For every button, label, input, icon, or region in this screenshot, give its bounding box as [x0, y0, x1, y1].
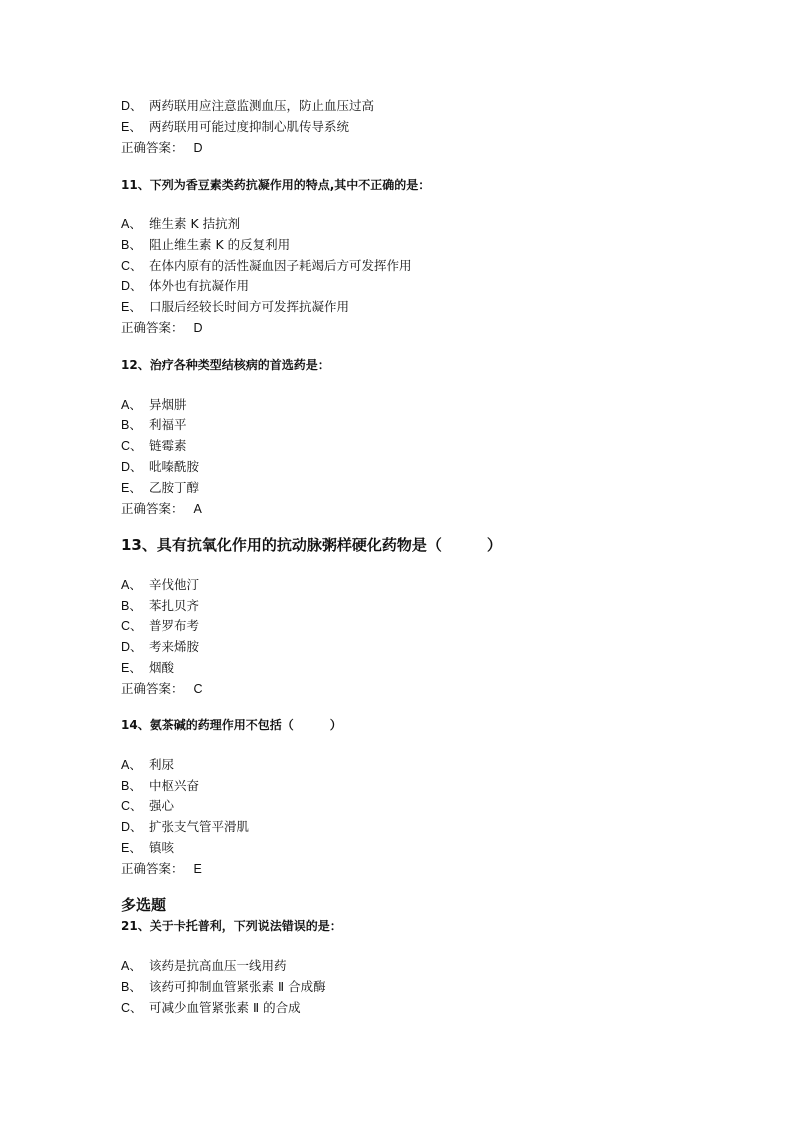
option-text: 链霉素	[149, 438, 187, 453]
option-text: 两药联用应注意监测血压，防止血压过高	[149, 98, 375, 113]
option-text: 异烟肼	[149, 397, 187, 412]
answer-label: 正确答案：	[121, 320, 184, 335]
option-letter: E、	[121, 481, 142, 495]
option-text: 考来烯胺	[149, 639, 200, 654]
option-letter: B、	[121, 418, 142, 432]
option-letter: C、	[121, 1001, 143, 1015]
answer-label: 正确答案：	[121, 140, 184, 155]
option-e	[121, 662, 174, 675]
answer-value: A	[193, 502, 202, 516]
option-d	[121, 280, 249, 293]
answer-value: D	[193, 141, 203, 155]
option-a	[121, 579, 199, 592]
option-text: 阻止维生素 K 的反复利用	[149, 237, 291, 252]
option-text: 乙胺丁醇	[149, 480, 200, 495]
option-text: 口服后经较长时间方可发挥抗凝作用	[149, 299, 350, 314]
option-text: 吡嗪酰胺	[149, 459, 200, 474]
option-text: 普罗布考	[149, 618, 200, 633]
option-letter: C、	[121, 259, 143, 273]
option-letter: C、	[121, 799, 143, 813]
option-letter: A、	[121, 758, 142, 772]
option-a	[121, 218, 240, 231]
option-letter: A、	[121, 398, 142, 412]
option-d	[121, 821, 249, 834]
answer-label: 正确答案：	[121, 501, 184, 516]
option-letter: D、	[121, 279, 143, 293]
option-b	[121, 419, 187, 432]
question-21-title: 21、关于卡托普利，下列说法错误的是：	[121, 919, 342, 933]
option-letter: D、	[121, 820, 143, 834]
option-text: 在体内原有的活性凝血因子耗竭后方可发挥作用	[149, 258, 412, 273]
option-text: 维生素 K 拮抗剂	[149, 216, 241, 231]
option-c	[121, 440, 187, 453]
option-d	[121, 100, 374, 113]
answer-value: E	[193, 862, 202, 876]
section-title: 多选题	[121, 896, 167, 914]
answer-label: 正确答案：	[121, 861, 184, 876]
option-d	[121, 461, 199, 474]
option-text: 利福平	[149, 417, 187, 432]
option-c	[121, 800, 174, 813]
option-b	[121, 239, 290, 252]
option-b	[121, 780, 199, 793]
option-letter: E、	[121, 841, 142, 855]
option-letter: E、	[121, 661, 142, 675]
option-letter: D、	[121, 99, 143, 113]
option-text: 利尿	[149, 757, 175, 772]
option-a	[121, 759, 174, 772]
option-text: 烟酸	[149, 660, 175, 675]
option-c	[121, 260, 412, 273]
option-text: 中枢兴奋	[149, 778, 200, 793]
option-text: 扩张支气管平滑肌	[149, 819, 250, 834]
option-e	[121, 301, 349, 314]
question-12-title: 12、治疗各种类型结核病的首选药是：	[121, 358, 330, 372]
option-text: 体外也有抗凝作用	[149, 278, 250, 293]
option-letter: B、	[121, 238, 142, 252]
correct-answer	[121, 863, 202, 876]
option-text: 苯扎贝齐	[149, 598, 200, 613]
option-a	[121, 399, 187, 412]
option-letter: A、	[121, 959, 142, 973]
option-c	[121, 1002, 301, 1015]
option-letter: A、	[121, 578, 142, 592]
option-e	[121, 842, 174, 855]
correct-answer	[121, 142, 203, 155]
answer-value: C	[193, 682, 203, 696]
option-letter: A、	[121, 217, 142, 231]
option-a	[121, 960, 287, 973]
option-letter: B、	[121, 980, 142, 994]
option-text: 该药可抑制血管紧张素 Ⅱ 合成酶	[149, 979, 326, 994]
correct-answer	[121, 503, 202, 516]
question-11-title: 11、下列为香豆素类药抗凝作用的特点,其中不正确的是：	[121, 178, 431, 192]
option-letter: D、	[121, 460, 143, 474]
option-letter: E、	[121, 120, 142, 134]
answer-value: D	[193, 321, 203, 335]
option-text: 强心	[149, 798, 175, 813]
option-e	[121, 482, 199, 495]
option-e	[121, 121, 349, 134]
option-b	[121, 981, 326, 994]
option-letter: D、	[121, 640, 143, 654]
option-letter: C、	[121, 619, 143, 633]
option-text: 该药是抗高血压一线用药	[149, 958, 287, 973]
option-text: 可减少血管紧张素 Ⅱ 的合成	[149, 1000, 301, 1015]
option-text: 镇咳	[149, 840, 175, 855]
option-letter: C、	[121, 439, 143, 453]
option-letter: B、	[121, 779, 142, 793]
question-14-title: 14、氨茶碱的药理作用不包括（ ）	[121, 718, 342, 732]
option-text: 两药联用可能过度抑制心肌传导系统	[149, 119, 350, 134]
option-letter: E、	[121, 300, 142, 314]
option-b	[121, 600, 199, 613]
correct-answer	[121, 683, 203, 696]
option-d	[121, 641, 199, 654]
option-c	[121, 620, 199, 633]
option-text: 辛伐他汀	[149, 577, 200, 592]
correct-answer	[121, 322, 203, 335]
answer-label: 正确答案：	[121, 681, 184, 696]
option-letter: B、	[121, 599, 142, 613]
question-13-title: 13、具有抗氧化作用的抗动脉粥样硬化药物是（ ）	[121, 536, 502, 554]
